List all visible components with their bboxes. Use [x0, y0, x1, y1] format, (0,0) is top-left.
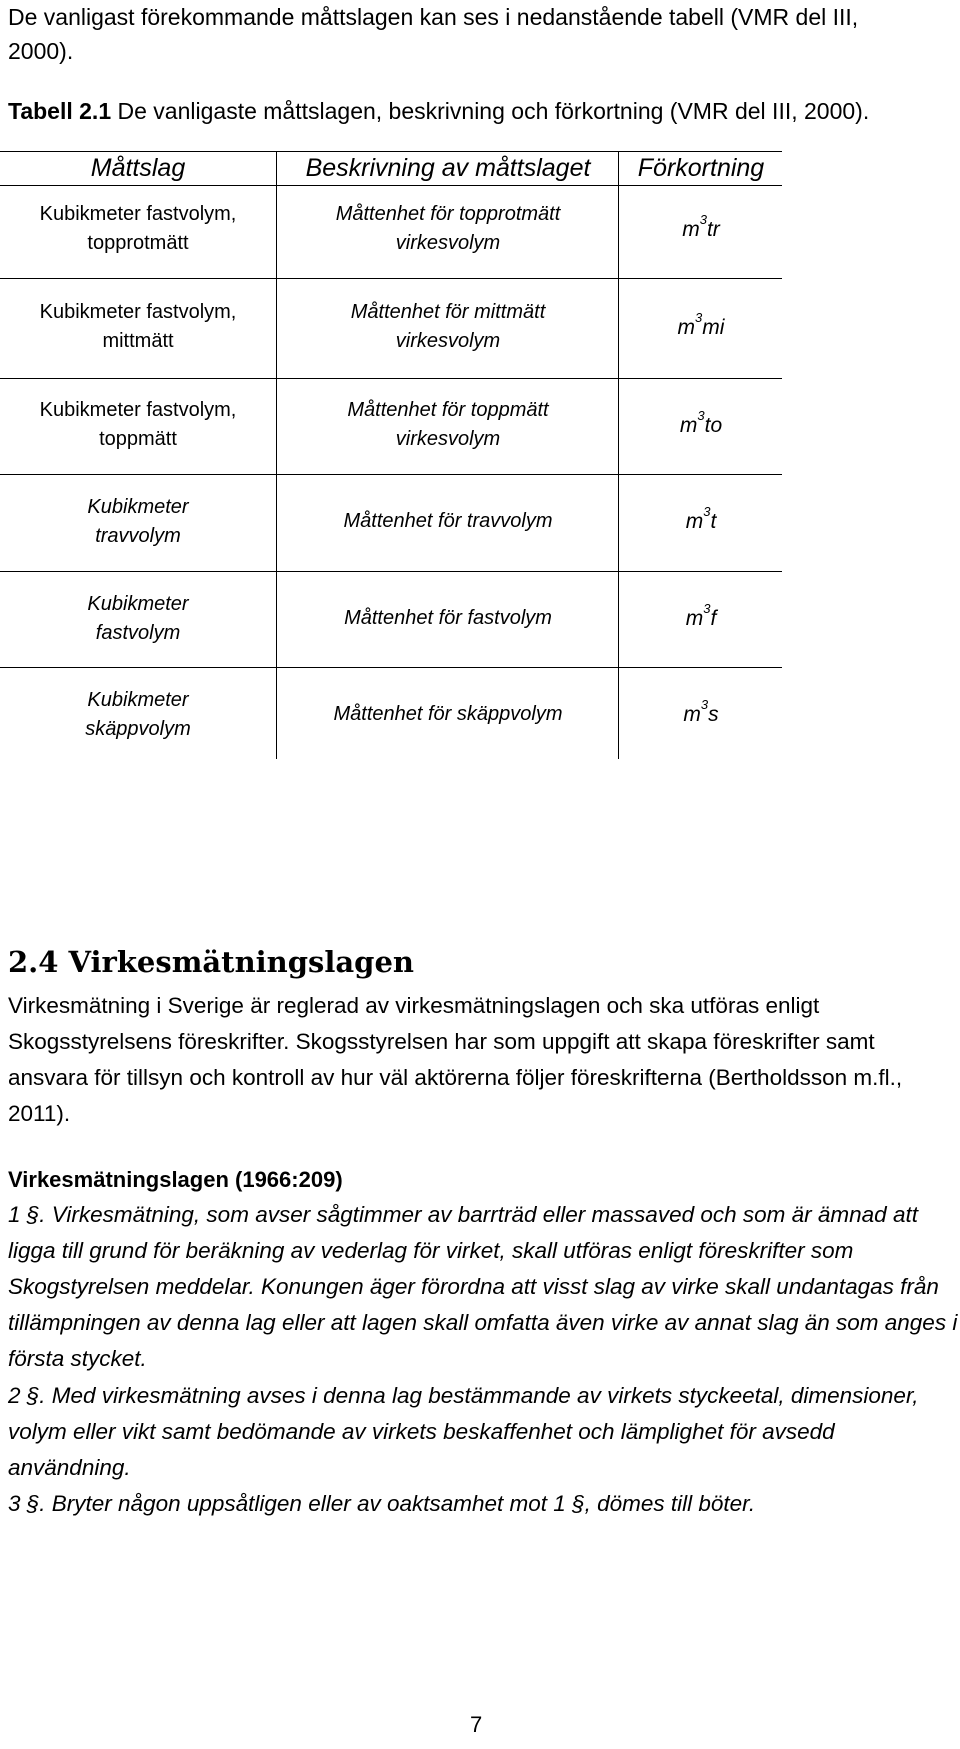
cell-description [278, 200, 618, 258]
abbr-suffix: s [708, 703, 719, 726]
cell-text: Måttenhet för topprotmätt [335, 203, 561, 225]
law-title: Virkesmätningslagen (1966:209) [8, 1167, 343, 1192]
page-number: 7 [470, 1712, 483, 1737]
abbr-exponent: 3 [700, 697, 709, 712]
abbr-suffix: tr [706, 218, 720, 241]
row-divider [0, 571, 782, 572]
cell-text: fastvolym [95, 622, 181, 644]
cell-type [0, 396, 276, 454]
cell-text: Måttenhet för fastvolym [344, 607, 552, 629]
law-paragraph-3: 3 §. Bryter någon uppsåtligen eller av oaktsamhet mot 1 §, dömes till böter. [8, 1491, 756, 1516]
cell-type [0, 298, 276, 356]
row-divider [0, 278, 782, 279]
cell-text: Kubikmeter [87, 496, 189, 518]
cell-text: Måttenhet för skäppvolym [333, 703, 563, 725]
section-heading: 2.4 Virkesmätningslagen [8, 945, 414, 979]
cell-description [278, 396, 618, 454]
abbr-exponent: 3 [703, 601, 711, 616]
abbr-base: m [683, 703, 701, 726]
table-caption-label: Tabell 2.1 [8, 98, 112, 124]
abbr-suffix: to [704, 414, 723, 437]
cell-text: virkesvolym [395, 232, 501, 254]
abbr-exponent: 3 [697, 408, 705, 423]
header-forkortning: Förkortning [637, 154, 765, 182]
abbr-exponent: 3 [695, 310, 703, 325]
cell-text: mittmätt [102, 330, 174, 352]
abbr-exponent: 3 [703, 504, 711, 519]
header-divider [0, 185, 782, 186]
header-mattslag: Måttslag [90, 154, 186, 182]
cell-text: Måttenhet för travvolym [343, 510, 553, 532]
cell-abbreviation [620, 212, 782, 244]
cell-text: Måttenhet för mittmätt [350, 301, 546, 323]
row-divider [0, 474, 782, 475]
table-caption [8, 96, 869, 126]
cell-text: Kubikmeter fastvolym, [39, 301, 237, 323]
cell-description [278, 604, 618, 633]
cell-text: Kubikmeter [87, 593, 189, 615]
table-caption-text: De vanligaste måttslagen, beskrivning och förkortning (VMR del III, 2000). [111, 98, 870, 124]
table-top-border [0, 151, 782, 152]
abbr-base: m [682, 218, 700, 241]
cell-text: topprotmätt [87, 232, 189, 254]
abbr-base: m [679, 414, 698, 437]
intro-paragraph: De vanligast förekommande måttslagen kan ses i nedanstående tabell (VMR del III, 2000). [8, 4, 859, 64]
cell-abbreviation [620, 310, 782, 342]
cell-description [278, 507, 618, 536]
section-body: Virkesmätning i Sverige är reglerad av virkesmätningslagen och ska utföras enligt Skogsstyrelsens föreskrifter. Skogsstyrelsen har som uppgift att skapa föreskrifter samt ansvara för tillsyn och kontroll av hur väl aktörerna följer föreskrifterna (Bertholdsson m.fl., 2011). [8, 993, 903, 1126]
cell-text: Kubikmeter [87, 689, 189, 711]
abbr-base: m [685, 607, 704, 630]
cell-type [0, 493, 276, 551]
column-divider [618, 151, 619, 759]
header-beskrivning: Beskrivning av måttslaget [305, 154, 591, 182]
cell-description [278, 298, 618, 356]
cell-abbreviation [620, 601, 782, 633]
law-paragraph-2: 2 §. Med virkesmätning avses i denna lag bestämmande av virkets styckeetal, dimensioner, volym eller vikt samt bedömande av virkets beskaffenhet och lämplighet för avsedd användning. [8, 1383, 919, 1480]
cell-text: virkesvolym [395, 428, 501, 450]
cell-type [0, 590, 276, 648]
cell-text: Kubikmeter fastvolym, [39, 399, 237, 421]
cell-abbreviation [620, 697, 782, 729]
cell-text: skäppvolym [85, 718, 191, 740]
cell-text: Måttenhet för toppmätt [347, 399, 549, 421]
row-divider [0, 667, 782, 668]
cell-type [0, 686, 276, 744]
abbr-base: m [685, 510, 704, 533]
abbr-suffix: f [710, 607, 717, 630]
abbr-suffix: mi [702, 316, 725, 339]
abbr-exponent: 3 [699, 212, 707, 227]
cell-abbreviation [620, 504, 782, 536]
law-paragraph-1: 1 §. Virkesmätning, som avser sågtimmer av barrträd eller massaved och som är ämnad att ligga till grund för beräkning av vederlag för virket, skall utföras enligt föreskrifter som Skogstyrelsen meddelar. Konungen äger förordna att visst slag av virke skall undantagas från tillämpningen av denna lag eller att lagen skall omfatta även virke av annat slag än som anges i första stycket. [8, 1202, 958, 1371]
cell-type [0, 200, 276, 258]
abbr-suffix: t [710, 510, 717, 533]
cell-text: Kubikmeter fastvolym, [39, 203, 237, 225]
cell-description [278, 700, 618, 729]
row-divider [0, 378, 782, 379]
cell-text: virkesvolym [395, 330, 501, 352]
cell-text: travvolym [95, 525, 181, 547]
cell-abbreviation [620, 408, 782, 440]
abbr-base: m [677, 316, 696, 339]
column-divider [276, 151, 277, 759]
cell-text: toppmätt [99, 428, 177, 450]
